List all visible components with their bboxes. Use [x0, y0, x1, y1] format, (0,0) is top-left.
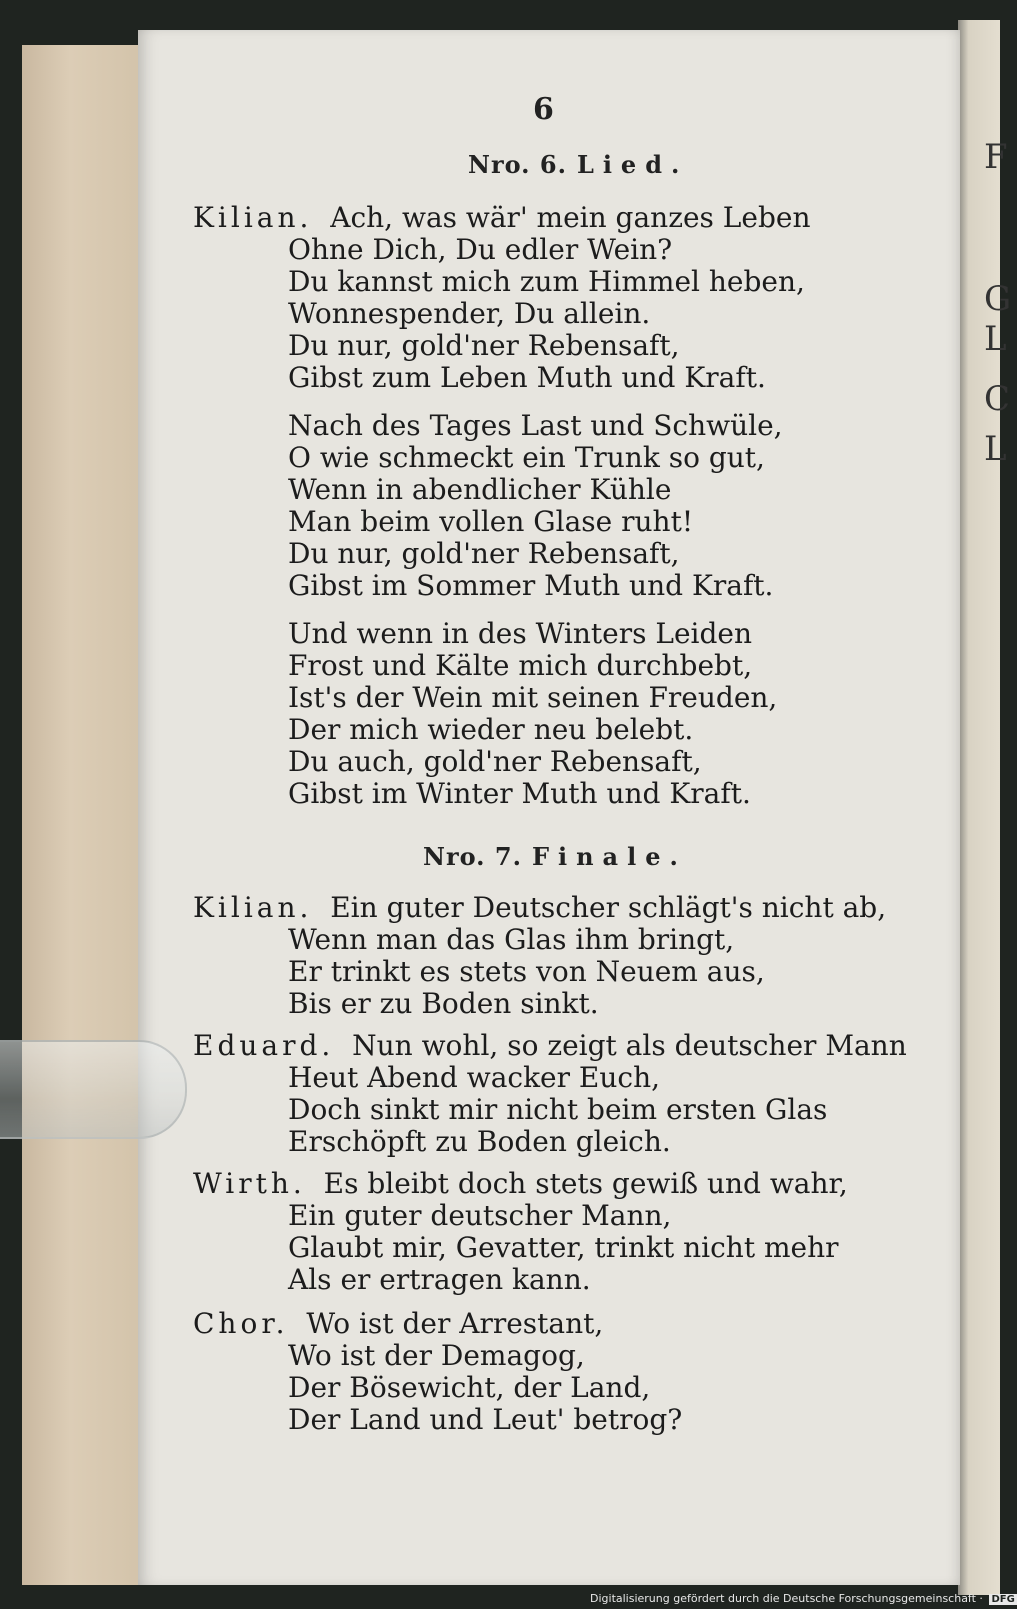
- verse-line: Nach des Tages Last und Schwüle,: [288, 409, 783, 442]
- verse-block: [193, 1168, 848, 1200]
- verse-line: Nun wohl, so zeigt als deutscher Mann: [352, 1029, 907, 1062]
- verse-line: Der mich wieder neu belebt.: [288, 713, 694, 746]
- speaker-name: Kilian.: [193, 891, 313, 924]
- verse-line: Du auch, gold'ner Rebensaft,: [288, 745, 702, 778]
- next-page-letter: F: [984, 137, 1008, 177]
- verse-line: Glaubt mir, Gevatter, trinkt nicht mehr: [288, 1231, 839, 1264]
- book-page: [138, 30, 960, 1585]
- verse-block: [193, 202, 811, 234]
- verse-block: [288, 234, 805, 394]
- speaker-name: Eduard.: [193, 1029, 335, 1062]
- footer-credit: Digitalisierung gefördert durch die Deutsche Forschungsgemeinschaft · DFG: [590, 1592, 1015, 1605]
- verse-line: Gibst im Sommer Muth und Kraft.: [288, 569, 774, 602]
- verse-line: Du nur, gold'ner Rebensaft,: [288, 329, 680, 362]
- song-title: Lied.: [576, 150, 689, 179]
- verse-line: Wo ist der Demagog,: [288, 1339, 585, 1372]
- verse-line: Als er ertragen kann.: [288, 1263, 591, 1296]
- verse-line: Und wenn in des Winters Leiden: [288, 617, 753, 650]
- footer-text: Digitalisierung gefördert durch die Deutsche Forschungsgemeinschaft: [590, 1592, 976, 1605]
- verse-line: Heut Abend wacker Euch,: [288, 1061, 660, 1094]
- verse-line: Wenn in abendlicher Kühle: [288, 473, 672, 506]
- verse-line: Du nur, gold'ner Rebensaft,: [288, 537, 680, 570]
- speaker-name: Kilian.: [193, 201, 313, 234]
- next-page-letter: L: [984, 429, 1007, 469]
- verse-line: Ohne Dich, Du edler Wein?: [288, 233, 673, 266]
- verse-block: [288, 1340, 682, 1436]
- dfg-logo: DFG: [991, 1594, 1015, 1605]
- verse-line: Es bleibt doch stets gewiß und wahr,: [323, 1167, 848, 1200]
- verse-line: O wie schmeckt ein Trunk so gut,: [288, 441, 765, 474]
- song-heading: [468, 150, 688, 179]
- song-number: Nro. 6.: [468, 150, 567, 179]
- verse-line: Wo ist der Arrestant,: [306, 1307, 604, 1340]
- verse-block: [288, 410, 783, 602]
- speaker-name: Chor.: [193, 1307, 289, 1340]
- verse-line: Der Bösewicht, der Land,: [288, 1371, 651, 1404]
- song-heading: [423, 842, 687, 871]
- next-page-edge: [958, 20, 1012, 1595]
- verse-line: Erschöpft zu Boden gleich.: [288, 1125, 671, 1158]
- page-holder-clip: [0, 1040, 187, 1139]
- verse-line: Ein guter Deutscher schlägt's nicht ab,: [330, 891, 887, 924]
- verse-line: Gibst im Winter Muth und Kraft.: [288, 777, 751, 810]
- verse-line: Wonnespender, Du allein.: [288, 297, 651, 330]
- verse-block: [193, 892, 886, 924]
- book-edge-left: [22, 45, 144, 1585]
- verse-line: Gibst zum Leben Muth und Kraft.: [288, 361, 766, 394]
- verse-line: Der Land und Leut' betrog?: [288, 1403, 683, 1436]
- verse-block: [288, 924, 765, 1020]
- verse-line: Du kannst mich zum Himmel heben,: [288, 265, 805, 298]
- verse-block: [193, 1308, 603, 1340]
- verse-line: Ist's der Wein mit seinen Freuden,: [288, 681, 778, 714]
- verse-block: [288, 618, 777, 810]
- next-page-letter: C: [984, 379, 1011, 419]
- verse-block: [288, 1200, 839, 1296]
- verse-block: [288, 1062, 827, 1158]
- verse-line: Bis er zu Boden sinkt.: [288, 987, 599, 1020]
- verse-line: Ein guter deutscher Mann,: [288, 1199, 672, 1232]
- verse-block: [193, 1030, 907, 1062]
- verse-line: Wenn man das Glas ihm bringt,: [288, 923, 735, 956]
- song-title: Finale.: [531, 842, 687, 871]
- verse-line: Ach, was wär' mein ganzes Leben: [330, 201, 811, 234]
- verse-line: Frost und Kälte mich durchbebt,: [288, 649, 753, 682]
- verse-line: Er trinkt es stets von Neuem aus,: [288, 955, 765, 988]
- song-number: Nro. 7.: [423, 842, 522, 871]
- verse-line: Man beim vollen Glase ruht!: [288, 505, 694, 538]
- verse-line: Doch sinkt mir nicht beim ersten Glas: [288, 1093, 828, 1126]
- next-page-letter: L: [984, 319, 1007, 359]
- next-page-letter: G: [984, 279, 1012, 319]
- speaker-name: Wirth.: [193, 1167, 306, 1200]
- page-number: 6: [533, 92, 554, 127]
